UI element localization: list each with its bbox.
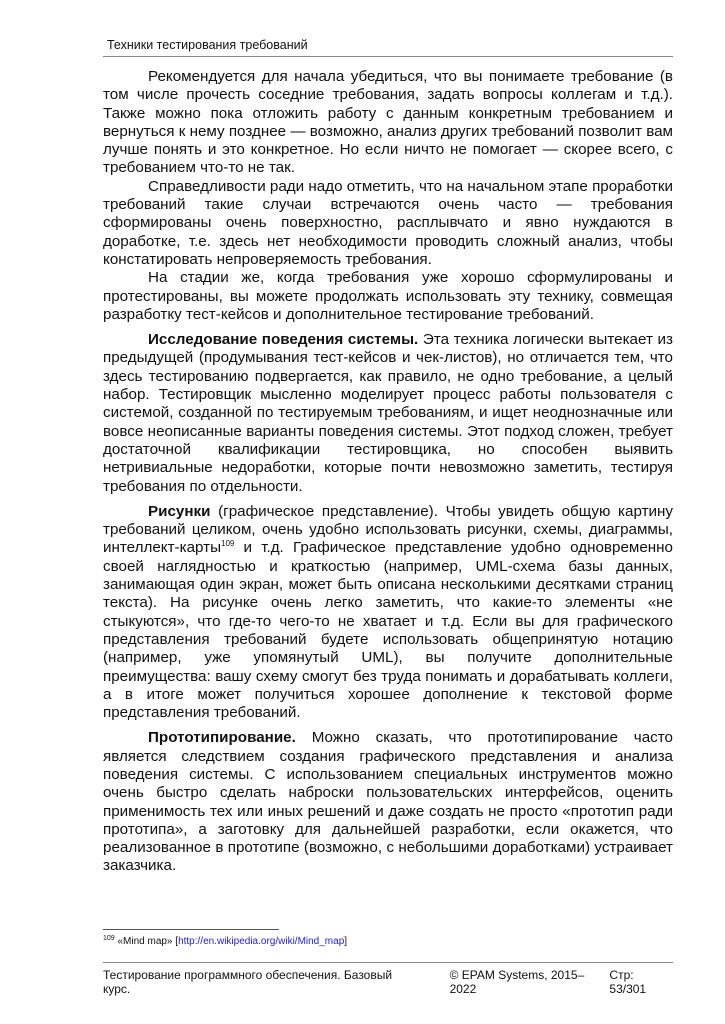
footer-book-title: Тестирование программного обеспечения. Базовый курс.	[103, 968, 393, 996]
footnote-text: «Mind map» [	[117, 936, 179, 947]
paragraph: На стадии же, когда требования уже хорошо сформулированы и протестированы, вы можете продолжать использовать эту технику, совмещая разработку тест-кейсов и дополнительное тестирование требований.	[103, 269, 673, 323]
footer-copyright: © EPAM Systems, 2015–2022	[449, 968, 585, 996]
footer-divider	[103, 962, 673, 963]
paragraph-text: и т.д. Графическое представление удобно одновременно своей наглядностью и краткостью (например, UML-схема базы данных, занимающая один экран, может быть описана несколькими десятками страниц текста). На рисунке очень легко заметить, что какие-то элементы «не стыкуются», что где-то чего-то не хватает и т.д. Если вы для графического представления требований будете использовать общепринятую нотацию (например, уже упомянутый UML), вы получите дополнительные преимущества: вашу схему смогут без труда понимать и дорабатывать коллеги, а в итоге может получиться хорошее дополнение к текстовой форме представления требований.	[103, 539, 673, 722]
paragraph-prototyping	[103, 729, 673, 875]
footnote-text-end: ]	[344, 936, 348, 947]
paragraph-drawings	[103, 503, 673, 723]
paragraph-text: (графическое представление). Чтобы увидеть общую картину требований целиком, очень удобно использовать рисунки, схемы, диаграммы, интеллект-карты	[103, 502, 673, 557]
footnote	[103, 936, 347, 947]
footer-page-number: Стр: 53/301	[609, 968, 647, 996]
footer	[103, 968, 673, 996]
term: Исследование поведения системы.	[148, 331, 419, 349]
footnote-divider	[103, 929, 279, 930]
paragraph: Справедливости ради надо отметить, что на начальном этапе проработки требований такие случаи встречаются очень часто — требования сформированы очень поверхностно, расплывчато и явно нуждаются в доработке, т.е. здесь нет необходимости проводить сложный анализ, чтобы констатировать непроверяемость требования.	[103, 177, 673, 268]
header-divider	[103, 56, 673, 57]
paragraph: Рекомендуется для начала убедиться, что вы понимаете требование (в том числе прочесть соседние требования, задать вопросы коллегам и т.д.). Также можно пока отложить работу с данным конкретным требованием и вернуться к нему позднее — возможно, анализ других требований позволит вам лучше понять и это конкретное. Но если ничто не помогает — скорее всего, с требованием что-то не так.	[103, 68, 673, 177]
footnote-number: 109	[103, 935, 115, 942]
paragraph-text: Можно сказать, что прототипирование часто является следствием создания графического представления и анализа поведения системы. С использованием специальных инструментов можно очень быстро сделать наброски пользовательских интерфейсов, оценить применимость тех или иных решений и даже создать не просто «прототип ради прототипа», а заготовку для дальнейшей разработки, если окажется, что реализованное в прототипе (возможно, с небольшими доработками) устраивает заказчика.	[103, 729, 673, 875]
footnote-link[interactable]: http://en.wikipedia.org/wiki/Mind_map	[178, 936, 345, 947]
page-body	[103, 68, 673, 876]
term: Прототипирование.	[148, 729, 296, 747]
paragraph-behavior	[103, 331, 673, 496]
running-header: Техники тестирования требований	[107, 38, 308, 52]
paragraph-text: Эта техника логически вытекает из предыдущей (продумывания тест-кейсов и чек-листов), но отличается тем, что здесь тестированию подвергается, как правило, не одно требование, а целый набор. Тестировщик мысленно моделирует процесс работы пользователя с системой, созданной по тестируемым требованиям, и ищет неоднозначные или вовсе неописанные варианты поведения системы. Этот подход сложен, требует достаточной квалификации тестировщика, но способен выявить нетривиальные недоработки, которые почти невозможно заметить, тестируя требования по отдельности.	[103, 331, 673, 495]
term: Рисунки	[148, 502, 211, 520]
footnote-ref[interactable]: 109	[221, 539, 235, 549]
